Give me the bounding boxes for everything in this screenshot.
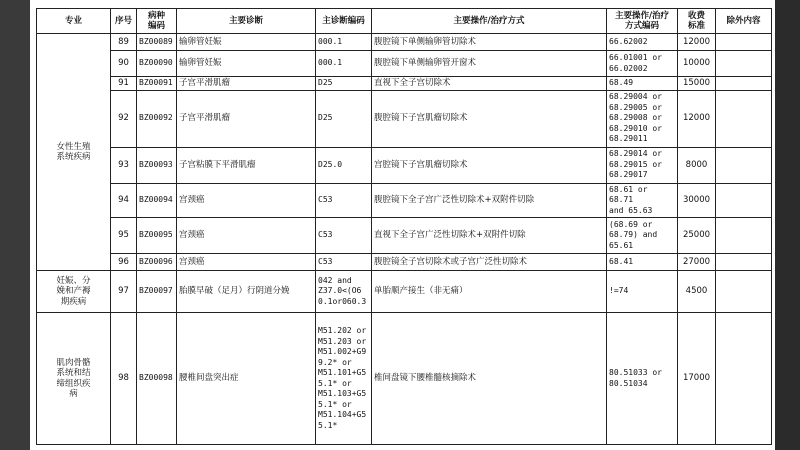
- row-procedure: 直视下全子宫切除术: [372, 77, 607, 91]
- row-no: 94: [111, 183, 137, 218]
- table-row: [37, 254, 772, 271]
- row-exclude: [716, 51, 772, 77]
- row-code: BZ00095: [137, 218, 177, 254]
- specialty-cell: 妊娠、分 娩和产褥 期疾病: [37, 271, 111, 313]
- row-procedure: 腹腔镜下子宫肌瘤切除术: [372, 90, 607, 147]
- row-proc-code: 68.29014 or 68.29015 or 68.29017: [607, 147, 678, 183]
- row-code: BZ00091: [137, 77, 177, 91]
- table-row: [37, 147, 772, 183]
- col-fee: 收费 标准: [678, 9, 716, 34]
- row-exclude: [716, 218, 772, 254]
- table-row: [37, 313, 772, 445]
- row-procedure: 腹腔镜下单侧输卵管开窗术: [372, 51, 607, 77]
- table-row: [37, 51, 772, 77]
- row-diag-code: C53: [316, 183, 372, 218]
- header-row: [37, 9, 772, 34]
- row-no: 96: [111, 254, 137, 271]
- viewer-edge: [775, 0, 800, 450]
- row-fee: 15000: [678, 77, 716, 91]
- table-row: [37, 183, 772, 218]
- row-code: BZ00090: [137, 51, 177, 77]
- row-diagnosis: 宫颈癌: [177, 254, 316, 271]
- row-proc-code: 66.62002: [607, 34, 678, 51]
- row-diag-code: C53: [316, 254, 372, 271]
- col-exclude: 除外内容: [716, 9, 772, 34]
- specialty-cell: 女性生殖 系统疾病: [37, 34, 111, 271]
- row-code: BZ00096: [137, 254, 177, 271]
- col-diagnosis: 主要诊断: [177, 9, 316, 34]
- row-no: 90: [111, 51, 137, 77]
- row-procedure: 椎间盘镜下腰椎髓核摘除术: [372, 313, 607, 445]
- table-row: [37, 90, 772, 147]
- row-proc-code: 68.49: [607, 77, 678, 91]
- row-exclude: [716, 147, 772, 183]
- row-code: BZ00098: [137, 313, 177, 445]
- row-exclude: [716, 183, 772, 218]
- row-no: 98: [111, 313, 137, 445]
- row-fee: 12000: [678, 34, 716, 51]
- row-proc-code: 68.41: [607, 254, 678, 271]
- row-diag-code: C53: [316, 218, 372, 254]
- row-no: 92: [111, 90, 137, 147]
- table-row: [37, 77, 772, 91]
- row-diagnosis: 胎膜早破（足月）行阴道分娩: [177, 271, 316, 313]
- row-diagnosis: 子宫平滑肌瘤: [177, 90, 316, 147]
- row-proc-code: 66.01001 or 66.02002: [607, 51, 678, 77]
- row-code: BZ00094: [137, 183, 177, 218]
- row-no: 91: [111, 77, 137, 91]
- row-exclude: [716, 77, 772, 91]
- row-diag-code: M51.202 or M51.203 or M51.002+G9 9.2* or M51.101+G5 5.1* or M51.103+G5 5.1* or M51.104+G5 5.1*: [316, 313, 372, 445]
- row-proc-code: !=74: [607, 271, 678, 313]
- col-proc-code: 主要操作/治疗 方式编码: [607, 9, 678, 34]
- row-diagnosis: 子宫粘膜下平滑肌瘤: [177, 147, 316, 183]
- row-proc-code: 68.61 or 68.71 and 65.63: [607, 183, 678, 218]
- row-diag-code: 000.1: [316, 51, 372, 77]
- disease-fee-table: [36, 8, 772, 445]
- row-exclude: [716, 271, 772, 313]
- table-row: [37, 271, 772, 313]
- row-diagnosis: 宫颈癌: [177, 218, 316, 254]
- row-fee: 12000: [678, 90, 716, 147]
- row-diagnosis: 腰椎间盘突出症: [177, 313, 316, 445]
- row-diag-code: 000.1: [316, 34, 372, 51]
- row-diag-code: D25.0: [316, 147, 372, 183]
- row-diagnosis: 输卵管妊娠: [177, 51, 316, 77]
- row-diag-code: D25: [316, 90, 372, 147]
- table-row: [37, 218, 772, 254]
- row-diagnosis: 输卵管妊娠: [177, 34, 316, 51]
- row-no: 97: [111, 271, 137, 313]
- row-code: BZ00097: [137, 271, 177, 313]
- row-no: 89: [111, 34, 137, 51]
- row-proc-code: 68.29004 or 68.29005 or 68.29008 or 68.29010 or 68.29011: [607, 90, 678, 147]
- row-proc-code: (68.69 or 68.79) and 65.61: [607, 218, 678, 254]
- col-diag-code: 主诊断编码: [316, 9, 372, 34]
- row-procedure: 宫腔镜下子宫肌瘤切除术: [372, 147, 607, 183]
- col-code: 病种 编码: [137, 9, 177, 34]
- row-fee: 25000: [678, 218, 716, 254]
- row-fee: 27000: [678, 254, 716, 271]
- row-code: BZ00093: [137, 147, 177, 183]
- row-code: BZ00092: [137, 90, 177, 147]
- col-specialty: 专业: [37, 9, 111, 34]
- col-no: 序号: [111, 9, 137, 34]
- row-fee: 30000: [678, 183, 716, 218]
- row-fee: 8000: [678, 147, 716, 183]
- row-code: BZ00089: [137, 34, 177, 51]
- row-fee: 4500: [678, 271, 716, 313]
- row-exclude: [716, 34, 772, 51]
- row-procedure: 直视下全子宫广泛性切除术+双附件切除: [372, 218, 607, 254]
- row-procedure: 单胎顺产接生（非无痛）: [372, 271, 607, 313]
- table-row: [37, 34, 772, 51]
- row-diag-code: 042 and Z37.0<(O6 0.1or060.3: [316, 271, 372, 313]
- row-proc-code: 80.51033 or 80.51034: [607, 313, 678, 445]
- row-exclude: [716, 90, 772, 147]
- row-diagnosis: 宫颈癌: [177, 183, 316, 218]
- row-no: 93: [111, 147, 137, 183]
- row-procedure: 腹腔镜下单侧输卵管切除术: [372, 34, 607, 51]
- row-diag-code: D25: [316, 77, 372, 91]
- row-diagnosis: 子宫平滑肌瘤: [177, 77, 316, 91]
- row-exclude: [716, 254, 772, 271]
- row-no: 95: [111, 218, 137, 254]
- col-procedure: 主要操作/治疗方式: [372, 9, 607, 34]
- row-procedure: 腹腔镜下全子宫广泛性切除术+双附件切除: [372, 183, 607, 218]
- row-exclude: [716, 313, 772, 445]
- specialty-cell: 肌肉骨骼 系统和结 缔组织疾 病: [37, 313, 111, 445]
- row-procedure: 腹腔镜全子宫切除术或子宫广泛性切除术: [372, 254, 607, 271]
- row-fee: 17000: [678, 313, 716, 445]
- row-fee: 10000: [678, 51, 716, 77]
